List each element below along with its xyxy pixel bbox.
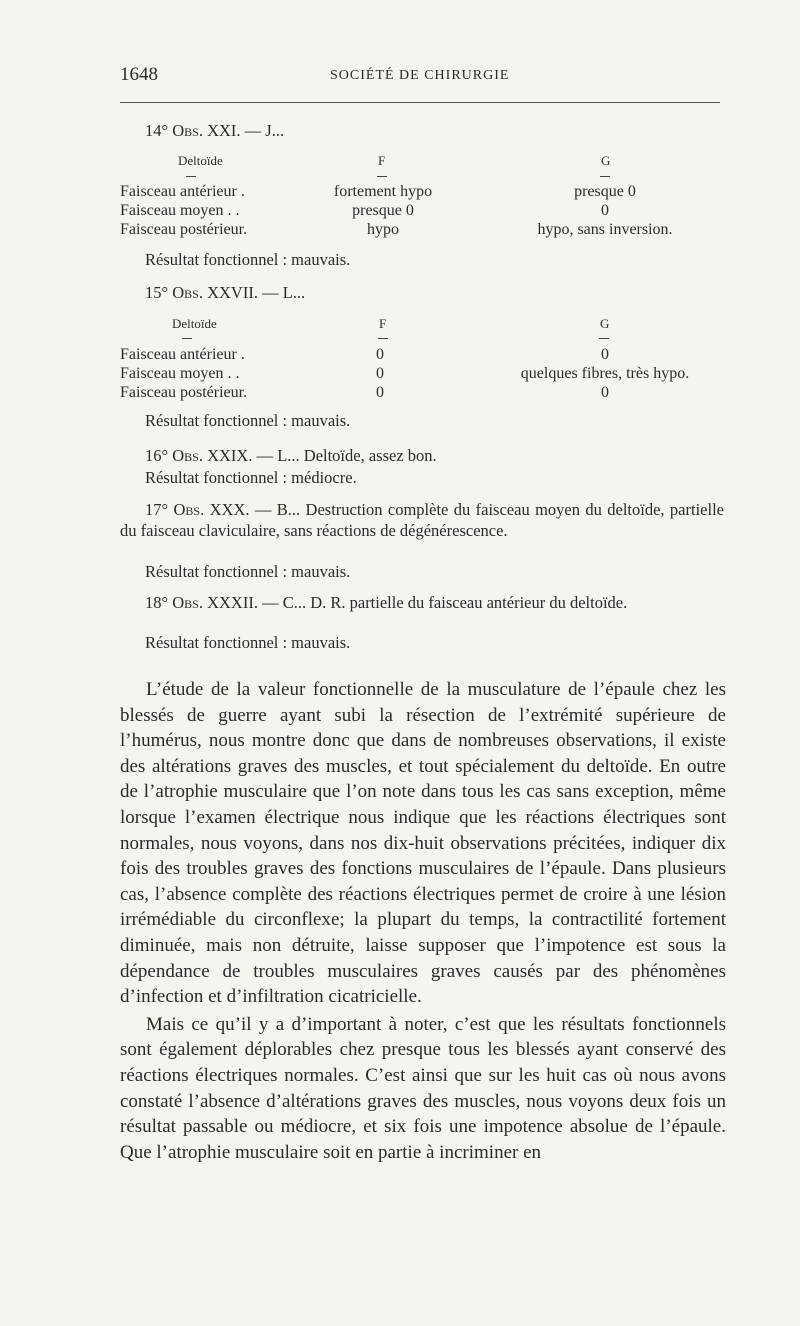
obs-18-text: 18° Obs. XXXII. — C... D. R. partielle du faisceau antérieur du deltoïde. xyxy=(145,593,628,612)
obs-14-col-f: F xyxy=(378,153,386,168)
obs-18-result: Résultat fonctionnel : mauvais. xyxy=(145,633,351,652)
page-header xyxy=(120,64,720,88)
obs-15-row-f: 0 xyxy=(376,384,384,401)
obs-14-col-deltoide: Deltoïde xyxy=(178,153,223,168)
obs-14-row-label: Faisceau postérieur. xyxy=(120,221,248,238)
obs-15-row-f: 0 xyxy=(376,365,384,382)
body-paragraph-2: Mais ce qu’il y a d’important à noter, c’est que les résultats fonctionnels sont également déplorables chez presque tous les blessés ayant conservé des réactions électriques normales. C’est ainsi que sur les huit cas où nous avons constaté l’absence d’altérations graves des muscles, nous voyons deux fois un résultat passable ou médiocre, et six fois une impotence absolue de l’épaule. Que l’atrophie musculaire soit en partie à incriminer en xyxy=(120,1013,726,1163)
obs-15-row-g: 0 xyxy=(601,384,609,401)
obs-15-dash-deltoide xyxy=(182,338,192,339)
running-head: SOCIÉTÉ DE CHIRURGIE xyxy=(330,68,510,83)
obs-14-dash-g xyxy=(600,176,610,177)
obs-15-dash-g xyxy=(599,338,609,339)
obs-14-result: Résultat fonctionnel : mauvais. xyxy=(145,250,351,269)
obs-17-text: 17° Obs. XXX. — B... Destruction complète du faisceau moyen du deltoïde, partielle du faisceau claviculaire, sans réactions de dégénérescence. xyxy=(120,500,724,540)
obs-14-row-label: Faisceau antérieur . xyxy=(120,183,245,200)
body-paragraph-1: L’étude de la valeur fonctionnelle de la musculature de l’épaule chez les blessés de guerre ayant subi la résection de l’extrémité supérieure de l’humérus, nous montre donc que dans de nombreuses observations, il existe des altérations graves des muscles, et tout spécialement du deltoïde. En outre de l’atrophie musculaire que l’on note dans tous les cas sans exception, même lorsque l’examen électrique nous indique que les réactions électriques sont normales, nous voyons, dans nos dix-huit observations précitées, indiquer dix fois des troubles graves des fonctions musculaires de l’épaule. Dans plusieurs cas, l’absence complète des réactions électriques permet de croire à une lésion irrémédiable du circonflexe; la plupart du temps, la contractilité fortement diminuée, mais non détruite, laisse supposer que l’impotence est sous la dépendance de troubles musculaires graves causés par des phénomènes d’infection et d’infiltration cicatricielle. xyxy=(120,679,726,1008)
obs-15-col-deltoide: Deltoïde xyxy=(172,316,217,331)
obs-14-row-g: presque 0 xyxy=(574,183,636,200)
obs-15-row-g: quelques fibres, très hypo. xyxy=(520,365,690,382)
obs-14-title: 14° Obs. XXI. — J... xyxy=(145,121,285,140)
obs-15-row-f: 0 xyxy=(376,346,384,363)
obs-15-row-label: Faisceau antérieur . xyxy=(120,346,245,363)
obs-14-dash-f xyxy=(377,176,387,177)
obs-15-row-g: 0 xyxy=(601,346,609,363)
obs-15-row-label: Faisceau moyen . . xyxy=(120,365,240,382)
obs-14-row-f: presque 0 xyxy=(352,202,414,219)
obs-15-result: Résultat fonctionnel : mauvais. xyxy=(145,411,351,430)
obs-15-col-f: F xyxy=(379,316,387,331)
body-text xyxy=(120,677,726,1165)
obs-15-dash-f xyxy=(378,338,388,339)
obs-14-row-f: fortement hypo xyxy=(333,183,433,200)
obs-14-row-g: 0 xyxy=(601,202,609,219)
obs-15-col-g: G xyxy=(600,316,610,331)
obs-14-row-label: Faisceau moyen . . xyxy=(120,202,240,219)
obs-14-dash-deltoide xyxy=(186,176,196,177)
obs-17-result: Résultat fonctionnel : mauvais. xyxy=(145,562,351,581)
obs-15-title: 15° Obs. XXVII. — L... xyxy=(145,283,306,302)
page-number: 1648 xyxy=(120,64,158,85)
obs-14-col-g: G xyxy=(601,153,611,168)
header-rule xyxy=(120,102,720,103)
obs-16-result: Résultat fonctionnel : médiocre. xyxy=(145,468,357,487)
obs-16-line: 16° Obs. XXIX. — L... Deltoïde, assez bon. xyxy=(145,446,437,465)
obs-14-row-f: hypo xyxy=(367,221,399,238)
obs-14-row-g: hypo, sans inversion. xyxy=(537,221,673,238)
obs-15-row-label: Faisceau postérieur. xyxy=(120,384,248,401)
